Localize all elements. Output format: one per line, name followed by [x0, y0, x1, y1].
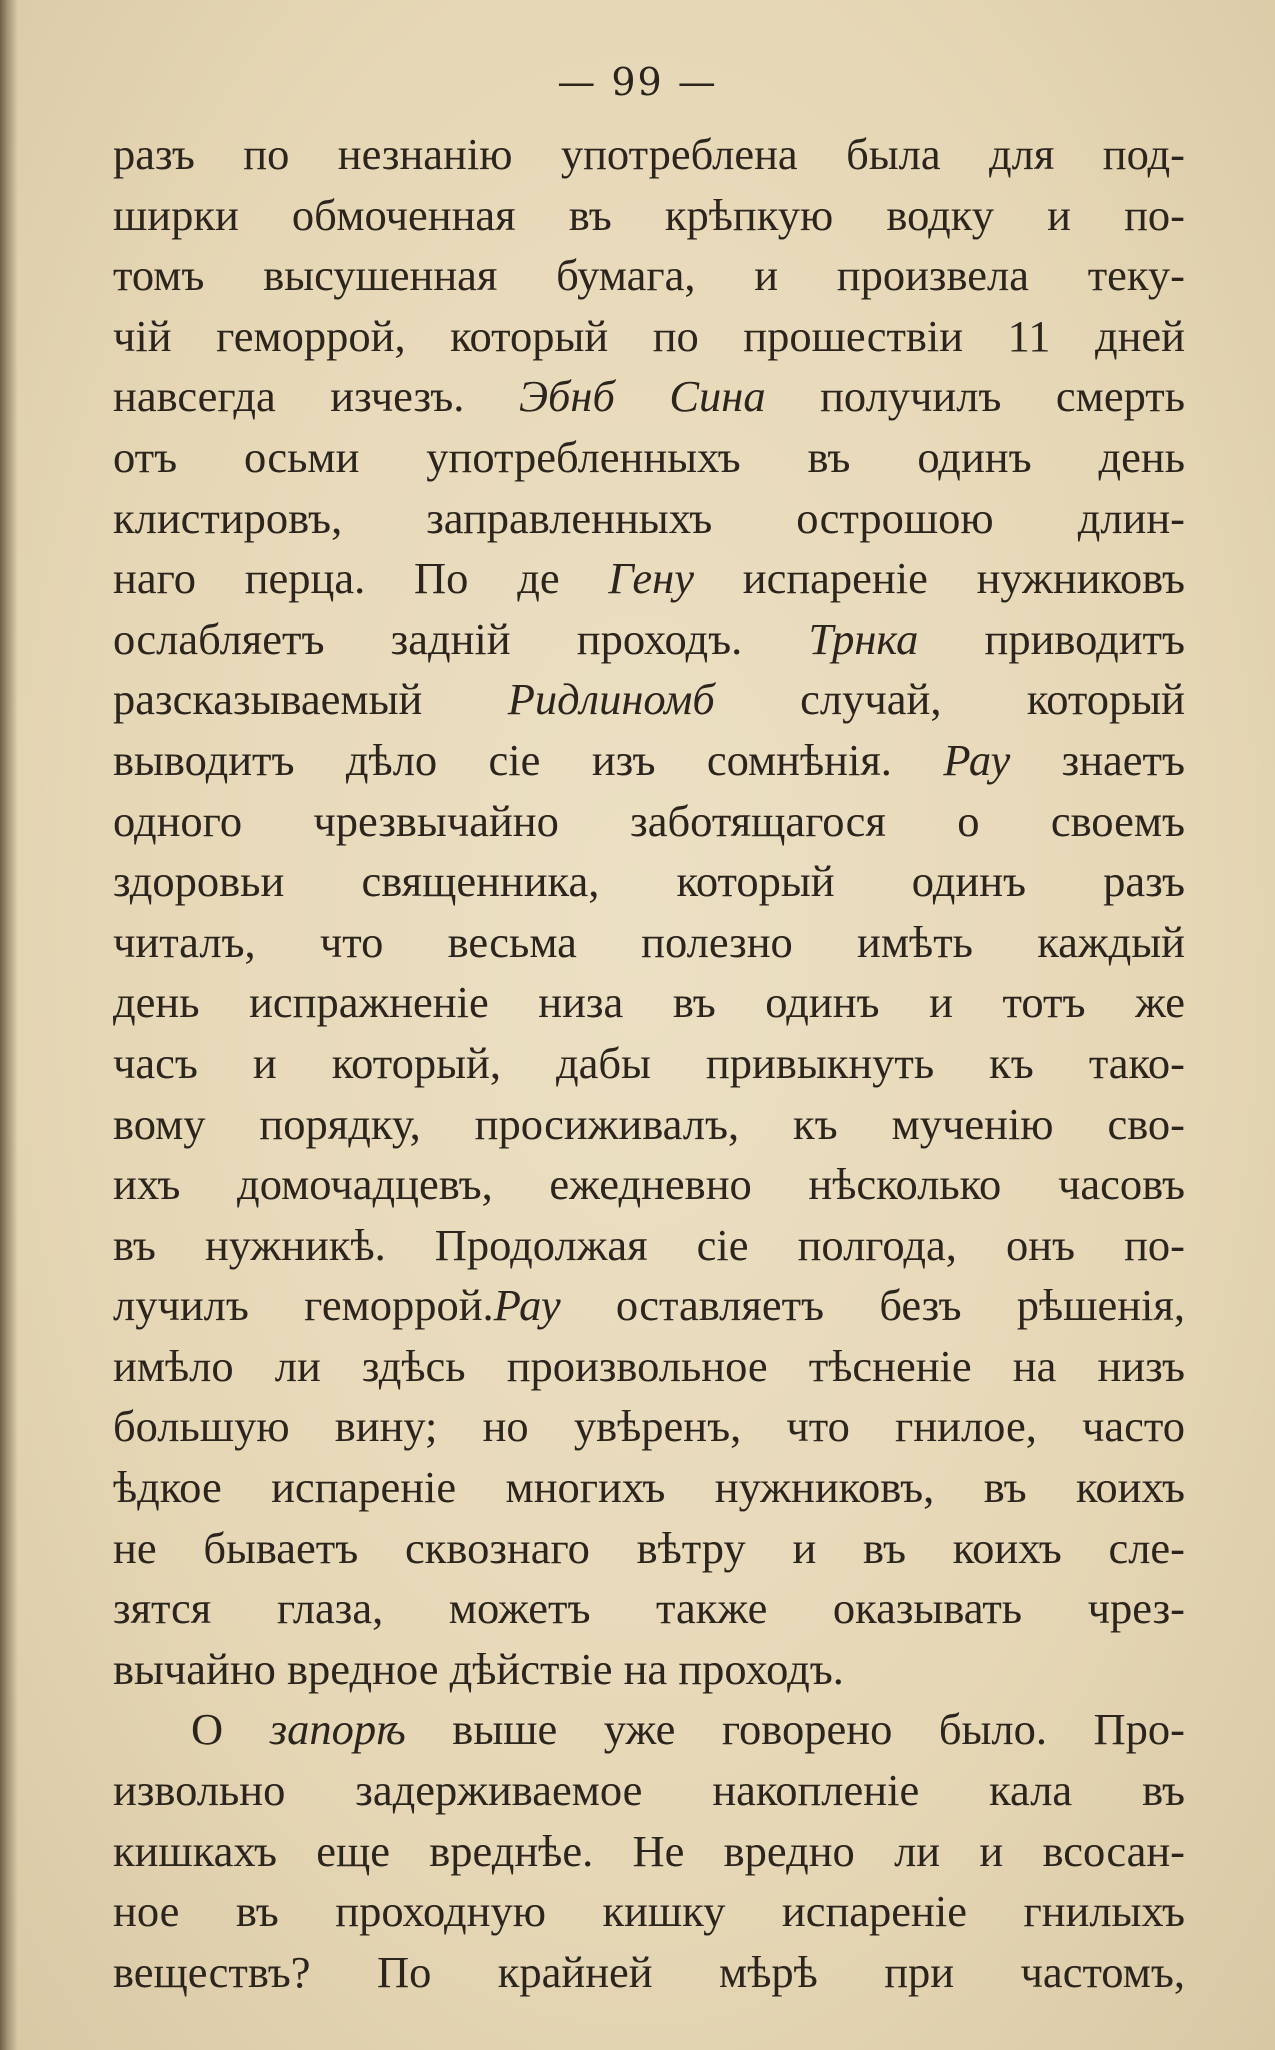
text-run: наго перца. По де — [113, 553, 609, 604]
text-line — [113, 366, 1185, 427]
text-run: ослабляетъ задній проходъ. — [113, 613, 809, 664]
text-line: клистировъ, заправленныхъ острошою длин- — [113, 492, 1185, 543]
text-run: навсегда изчезъ. — [113, 371, 519, 422]
text-run: случай, который — [714, 674, 1185, 725]
text-line: день испражненіе низа въ одинъ и тотъ же — [113, 977, 1185, 1028]
italic-name: запорѣ — [269, 1704, 406, 1755]
text-run: знаетъ — [1010, 734, 1185, 785]
text-line: чій геморрой, который по прошествіи 11 дней — [113, 310, 1185, 361]
italic-name: Эбнб Сина — [518, 371, 766, 422]
italic-name: Ридлиномб — [507, 674, 715, 725]
text-line: часъ и который, дабы привыкнуть къ тако- — [113, 1037, 1185, 1088]
italic-name: Трнка — [808, 613, 919, 664]
text-line: зятся глаза, можетъ также оказывать чрез- — [113, 1583, 1185, 1634]
text-line: разъ по незнанію употреблена была для под- — [113, 129, 1185, 179]
text-line: отъ осьми употребленныхъ въ одинъ день — [113, 431, 1185, 482]
italic-name: Рау — [493, 1280, 561, 1331]
page-number: — 99 — — [557, 60, 718, 104]
text-line: имѣло ли здѣсь произвольное тѣсненіе на низъ — [113, 1340, 1185, 1391]
italic-name: Гену — [608, 553, 694, 604]
text-run: выводитъ дѣло сіе изъ сомнѣнія. — [113, 734, 944, 785]
text-line: томъ высушенная бумага, и произвела теку- — [113, 250, 1185, 301]
text-line — [113, 548, 1185, 609]
text-line: большую вину; но увѣренъ, что гнилое, часто — [113, 1401, 1185, 1452]
text-line: ширки обмоченная въ крѣпкую водку и по- — [113, 189, 1185, 240]
text-line — [113, 1275, 1185, 1336]
text-line: здоровьи священника, который одинъ разъ — [113, 856, 1185, 907]
text-line — [113, 669, 1185, 730]
text-run: получилъ смерть — [765, 371, 1185, 422]
text-line: одного чрезвычайно заботящагося о своемъ — [113, 795, 1185, 846]
text-line: читалъ, что весьма полезно имѣть каждый — [113, 916, 1185, 967]
text-line — [113, 730, 1185, 791]
text-line — [113, 609, 1185, 670]
text-run: О — [191, 1704, 270, 1755]
body-text — [113, 124, 1185, 2002]
text-run: испареніе нужниковъ — [693, 553, 1185, 604]
text-run: лучилъ геморрой. — [113, 1280, 494, 1331]
text-run: выше уже говорено было. Про- — [405, 1704, 1186, 1755]
text-line: въ нужникѣ. Продолжая сіе полгода, онъ по- — [113, 1219, 1185, 1270]
text-line: извольно задерживаемое накопленіе кала въ — [113, 1765, 1185, 1816]
text-run: оставляетъ безъ рѣшенія, — [560, 1280, 1185, 1331]
italic-name: Рау — [943, 734, 1011, 785]
text-line: кишкахъ еще вреднѣе. Не вредно ли и всосан- — [113, 1825, 1185, 1876]
text-line: не бываетъ сквознаго вѣтру и въ коихъ сле- — [113, 1522, 1185, 1573]
binding-edge — [0, 0, 18, 2050]
text-line — [113, 1699, 1185, 1760]
text-line: ѣдкое испареніе многихъ нужниковъ, въ коихъ — [113, 1462, 1185, 1513]
text-line: ное въ проходную кишку испареніе гнилыхъ — [113, 1886, 1185, 1937]
text-line: вычайно вредное дѣйствіе на проходъ. — [113, 1643, 844, 1694]
text-line: ихъ домочадцевъ, ежедневно нѣсколько часовъ — [113, 1159, 1185, 1210]
text-run: разсказываемый — [113, 674, 508, 725]
text-run: приводитъ — [918, 613, 1186, 664]
text-line: вому порядку, просиживалъ, къ мученію сво- — [113, 1098, 1185, 1149]
text-line: веществъ? По крайней мѣрѣ при частомъ, — [113, 1946, 1185, 1997]
